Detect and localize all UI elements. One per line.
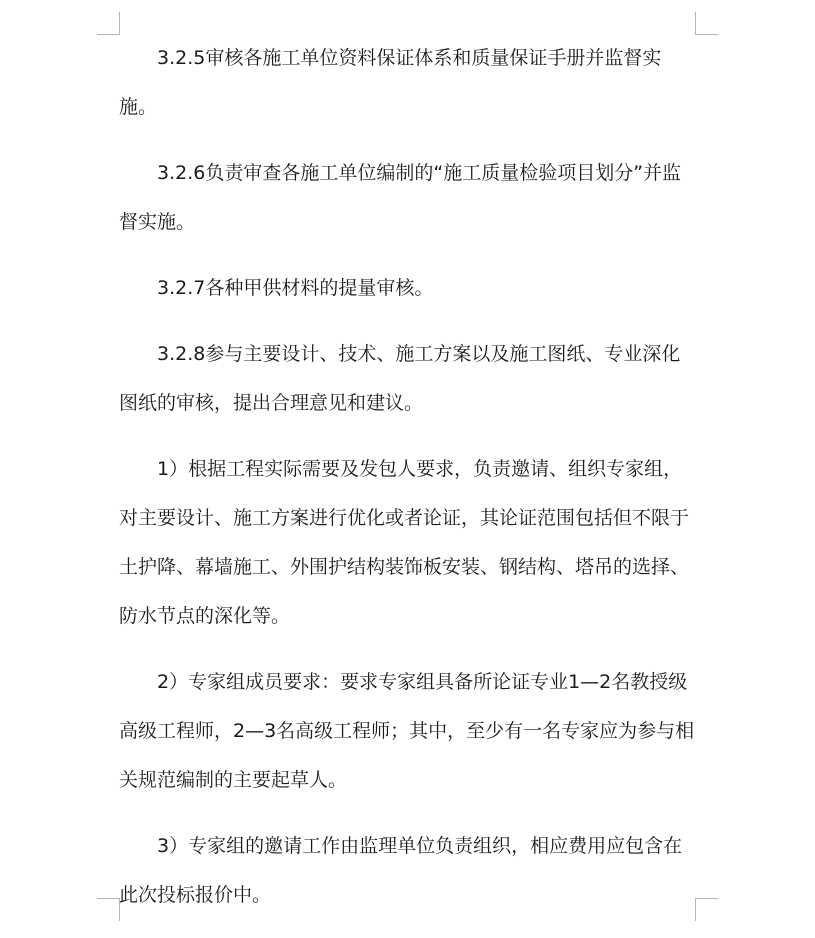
margin-corner-top-right bbox=[695, 12, 718, 35]
paragraph-3-2-5: 3.2.5审核各施工单位资料保证体系和质量保证手册并监督实施。 bbox=[119, 47, 662, 118]
paragraph-3-2-7: 3.2.7各种甲供材料的提量审核。 bbox=[157, 277, 434, 299]
paragraph-3-2-8: 3.2.8参与主要设计、技术、施工方案以及施工图纸、专业深化图纸的审核，提出合理意见和建议。 bbox=[119, 343, 681, 414]
margin-corner-bottom-left bbox=[97, 898, 120, 921]
paragraph-item-3: 3）专家组的邀请工作由监理单位负责组织，相应费用应包含在此次投标报价中。 bbox=[119, 835, 683, 906]
paragraph-item-2: 2）专家组成员要求：要求专家组具备所论证专业1—2名教授级高级工程师，2—3名高级工程师；其中，至少有一名专家应为参与相关规范编制的主要起草人。 bbox=[119, 671, 695, 791]
margin-corner-top-left bbox=[97, 12, 120, 35]
document-body bbox=[119, 34, 699, 937]
paragraph-3-2-6: 3.2.6负责审查各施工单位编制的“施工质量检验项目划分”并监督实施。 bbox=[119, 162, 682, 233]
paragraph-item-1: 1）根据工程实际需要及发包人要求，负责邀请、组织专家组，对主要设计、施工方案进行优化或者论证，其论证范围包括但不限于土护降、幕墙施工、外围护结构装饰板安装、钢结构、塔吊的选择、防水节点的深化等。 bbox=[119, 458, 690, 627]
